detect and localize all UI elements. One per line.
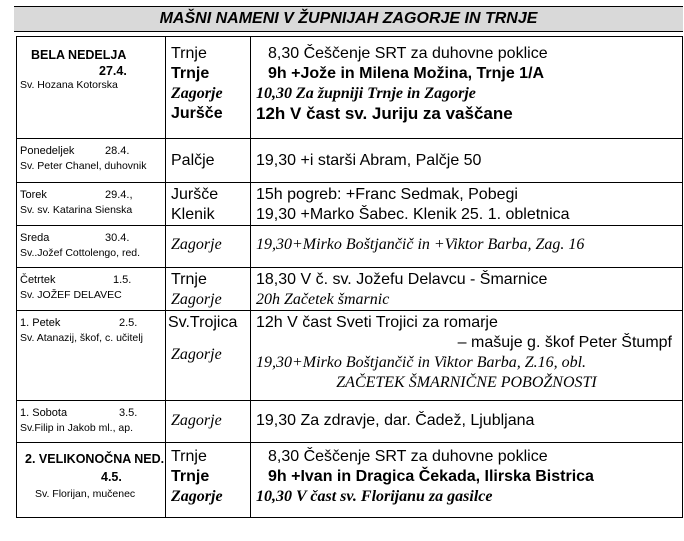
event-cell (251, 311, 683, 401)
place-label: Trnje (171, 45, 207, 62)
day-label: Sreda (20, 232, 50, 244)
event-text: 10,30 Za župniji Trnje in Zagorje (256, 85, 476, 102)
place-cell (166, 37, 251, 139)
event-text: 9h +Jože in Milena Možina, Trnje 1/A (268, 65, 545, 82)
event-cell (251, 268, 683, 311)
date-label: 28.4. (105, 145, 130, 157)
event-cell (251, 226, 683, 268)
place-label: Zagorje (171, 346, 222, 363)
place-label: Zagorje (171, 488, 223, 505)
event-text: 19,30 +i starši Abram, Palčje 50 (256, 152, 482, 169)
event-text: 19,30+Mirko Boštjančič in +Viktor Barba, Zag. 16 (256, 236, 585, 253)
event-text: 20h Začetek šmarnic (256, 291, 390, 308)
table-row (17, 37, 683, 139)
place-label: Sv.Trojica (168, 314, 238, 331)
place-label: Zagorje (171, 412, 222, 429)
saint-label: Sv.Filip in Jakob ml., ap. (20, 422, 134, 434)
event-text: – mašuje g. škof Peter Štumpf (457, 334, 672, 351)
day-label: Četrtek (20, 274, 56, 286)
day-date-line (17, 311, 165, 332)
place-label: Zagorje (171, 291, 222, 308)
event-text: ZAČETEK ŠMARNIČNE POBOŽNOSTI (336, 374, 597, 391)
event-text: 19,30 +Marko Šabec. Klenik 25. 1. obletnica (256, 206, 570, 223)
place-label: Trnje (171, 448, 207, 465)
place-cell (166, 311, 251, 401)
event-text: 19,30 Za zdravje, dar. Čadež, Ljubljana (256, 412, 535, 429)
event-text: 8,30 Češčenje SRT za duhovne poklice (268, 45, 548, 62)
event-cell (251, 401, 683, 443)
event-cell (251, 139, 683, 183)
place-label: Trnje (171, 271, 207, 288)
place-label: Klenik (171, 206, 215, 223)
event-text: 12h V čast Sveti Trojici za romarje (256, 314, 498, 331)
day-label: 1. Petek (20, 317, 61, 329)
event-text: 9h +Ivan in Dragica Čekada, Ilirska Bistrica (268, 468, 594, 485)
day-cell (17, 401, 166, 443)
table-row (17, 268, 683, 311)
date-label: 2.5. (119, 317, 138, 329)
saint-label: Sv..Jožef Cottolengo, red. (20, 247, 141, 259)
day-cell (17, 311, 166, 401)
event-text: 19,30+Mirko Boštjančič in Viktor Barba, Z.16, obl. (256, 354, 587, 371)
event-cell (251, 443, 683, 518)
table-row (17, 183, 683, 226)
saint-label: Sv. Florijan, mučenec (35, 488, 136, 500)
date-label: 4.5. (101, 470, 122, 484)
day-cell (17, 268, 166, 311)
date-label: 30.4. (105, 232, 130, 244)
event-text: 8,30 Češčenje SRT za duhovne poklice (268, 448, 548, 465)
saint-label: Sv. sv. Katarina Sienska (20, 204, 133, 216)
place-label: Zagorje (171, 85, 223, 102)
mass-schedule-table (16, 36, 683, 518)
place-label: Zagorje (171, 236, 222, 253)
date-label: 3.5. (119, 407, 138, 419)
day-date-line (17, 139, 165, 160)
event-text: 15h pogreb: +Franc Sedmak, Pobegi (256, 186, 518, 203)
place-label: Palčje (171, 152, 215, 169)
day-date-line (17, 183, 165, 204)
day-label: 1. Sobota (20, 407, 68, 419)
place-label: Juršče (171, 105, 223, 122)
day-date-line (17, 268, 165, 289)
event-text: 10,30 V čast sv. Florijanu za gasilce (256, 488, 493, 505)
table-row (17, 139, 683, 183)
day-cell (17, 139, 166, 183)
event-cell (251, 37, 683, 139)
place-label: Trnje (171, 468, 210, 485)
saint-label: Sv. JOŽEF DELAVEC (20, 289, 122, 301)
day-cell (17, 37, 166, 139)
day-date-line (17, 401, 165, 422)
day-label: Torek (20, 189, 47, 201)
day-label: 2. VELIKONOČNA NED. (25, 452, 165, 466)
place-cell (166, 139, 251, 183)
table-row (17, 226, 683, 268)
event-text: 12h V čast sv. Juriju za vaščane (256, 104, 513, 123)
saint-label: Sv. Hozana Kotorska (20, 79, 118, 91)
table-row (17, 311, 683, 401)
saint-label: Sv. Atanazij, škof, c. učitelj (20, 332, 143, 344)
table-row (17, 401, 683, 443)
day-cell (17, 183, 166, 226)
event-cell (251, 183, 683, 226)
place-cell (166, 268, 251, 311)
day-date-line (17, 226, 165, 247)
date-label: 29.4., (105, 189, 133, 201)
saint-label: Sv. Peter Chanel, duhovnik (20, 160, 147, 172)
day-label: BELA NEDELJA (31, 48, 127, 62)
place-cell (166, 226, 251, 268)
place-label: Juršče (171, 186, 219, 203)
place-label: Trnje (171, 65, 210, 82)
day-cell (17, 443, 166, 518)
page-title: MAŠNI NAMENI V ŽUPNIJAH ZAGORJE IN TRNJE (14, 6, 683, 32)
day-label: Ponedeljek (20, 145, 75, 157)
place-cell (166, 443, 251, 518)
day-cell (17, 226, 166, 268)
table-row (17, 443, 683, 518)
event-text: 18,30 V č. sv. Jožefu Delavcu - Šmarnice (256, 271, 548, 288)
date-label: 1.5. (113, 274, 132, 286)
place-cell (166, 401, 251, 443)
place-cell (166, 183, 251, 226)
date-label: 27.4. (99, 64, 127, 78)
